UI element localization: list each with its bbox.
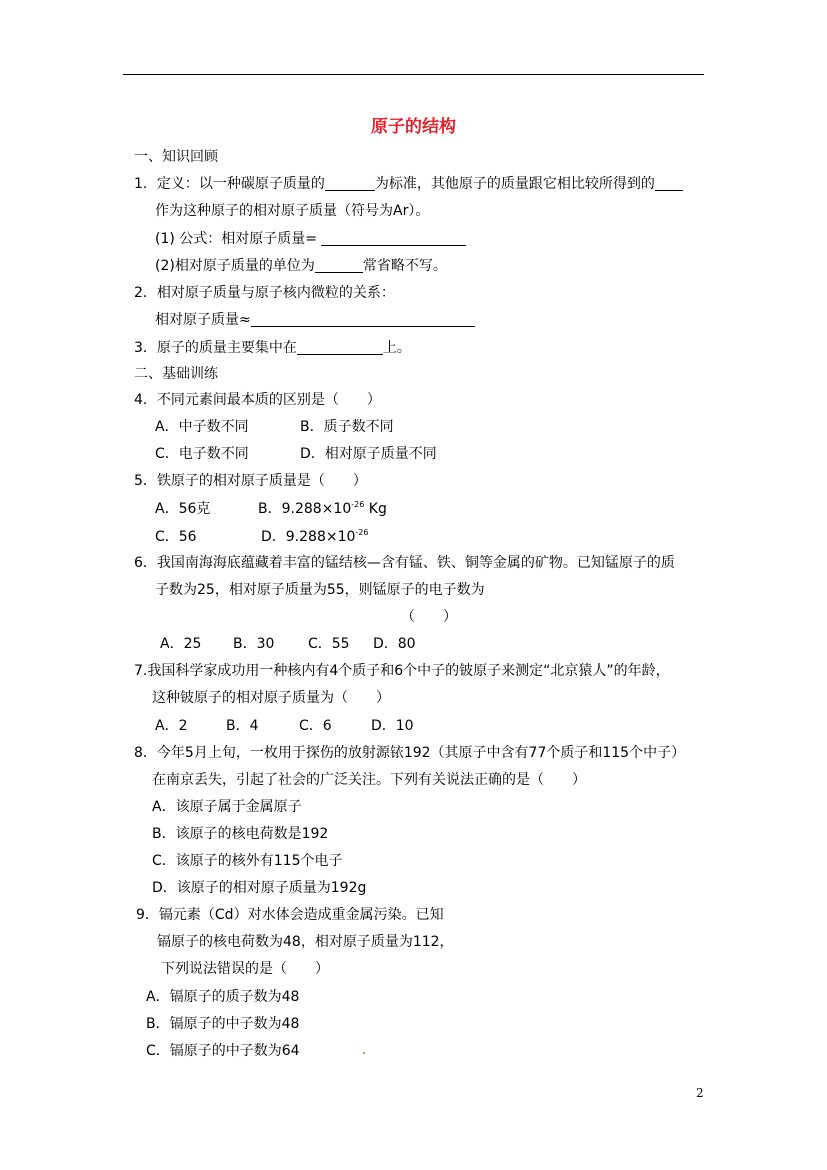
question-8-option-a[interactable]: A．该原子属于金属原子 — [152, 799, 302, 815]
question-6-paren: （ ） — [401, 609, 457, 625]
question-6-line-2: 子数为25，相对原子质量为55，则锰原子的电子数为 — [155, 582, 485, 598]
question-7-option-a[interactable]: A．2 — [155, 718, 188, 734]
question-8-option-c[interactable]: C．该原子的核外有115个电子 — [152, 853, 343, 869]
question-5-option-d[interactable] — [261, 527, 368, 547]
question-5-option-a[interactable]: A．56克 — [155, 501, 211, 517]
question-6-option-c[interactable]: C．55 — [308, 636, 350, 652]
option-d-value: D．9.288×10 — [261, 529, 356, 545]
question-1-text-a: 1．定义：以一种碳原子质量的 — [134, 176, 325, 192]
option-d-exponent: -26 — [355, 528, 369, 537]
header-rule — [123, 74, 704, 75]
section-heading-practice: 二、基础训练 — [134, 366, 218, 382]
question-7-option-b[interactable]: B．4 — [226, 718, 259, 734]
question-4-stem: 4．不同元素间最本质的区别是（ ） — [134, 392, 381, 408]
answer-blank[interactable] — [251, 312, 475, 327]
question-6-line-1: 6．我国南海海底蕴藏着丰富的锰结核—含有锰、铁、铜等金属的矿物。已知锰原子的质 — [134, 555, 675, 571]
question-1-unit — [155, 256, 447, 276]
question-8-line-2: 在南京丢失，引起了社会的广泛关注。下列有关说法正确的是（ ） — [152, 772, 586, 788]
question-4-option-c[interactable]: C．电子数不同 — [155, 446, 249, 462]
question-2-line-1: 2．相对原子质量与原子核内微粒的关系： — [134, 285, 395, 301]
formula-label: (1) 公式：相对原子质量= — [155, 231, 318, 247]
question-8-option-d[interactable]: D．该原子的相对原子质量为192g — [152, 880, 367, 896]
question-5-option-c[interactable]: C．56 — [155, 529, 197, 545]
question-5-option-b[interactable] — [258, 499, 387, 519]
unit-text-a: (2)相对原子质量的单位为 — [155, 258, 315, 274]
question-1-line-1 — [134, 174, 683, 194]
question-9-option-a[interactable]: A．镉原子的质子数为48 — [146, 989, 300, 1005]
answer-blank[interactable] — [325, 176, 375, 191]
stray-dot — [363, 1052, 365, 1054]
question-7-line-1: 7.我国科学家成功用一种核内有4个质子和6个中子的铍原子来测定“北京猿人”的年龄， — [134, 663, 670, 679]
question-9-line-2: 镉原子的核电荷数为48，相对原子质量为112， — [157, 934, 454, 950]
question-4-option-a[interactable]: A．中子数不同 — [155, 419, 249, 435]
option-b-exponent: -26 — [351, 500, 365, 509]
question-6-option-a[interactable]: A．25 — [160, 636, 202, 652]
question-7-option-d[interactable]: D．10 — [371, 718, 414, 734]
question-4-option-d[interactable]: D．相对原子质量不同 — [300, 446, 437, 462]
question-8-line-1: 8．今年5月上旬，一枚用于探伤的放射源铱192（其原子中含有77个质子和115个中子） — [134, 745, 686, 761]
page-number: 2 — [696, 1086, 704, 1100]
question-3-text-b: 上。 — [382, 340, 411, 356]
answer-blank[interactable] — [297, 340, 383, 355]
option-b-value: B．9.288×10 — [258, 501, 352, 517]
question-1-formula — [155, 229, 466, 249]
question-7-line-2: 这种铍原子的相对原子质量为（ ） — [152, 690, 390, 706]
question-9-line-3: 下列说法错误的是（ ） — [161, 961, 329, 977]
question-3-text-a: 3．原子的质量主要集中在 — [134, 340, 297, 356]
question-7-option-c[interactable]: C．6 — [299, 718, 332, 734]
unit-text-b: 常省略不写。 — [362, 258, 447, 274]
question-8-option-b[interactable]: B．该原子的核电荷数是192 — [152, 826, 329, 842]
question-9-option-b[interactable]: B．镉原子的中子数为48 — [146, 1016, 300, 1032]
answer-blank[interactable] — [321, 231, 466, 246]
question-9-line-1: 9．镉元素（Cd）对水体会造成重金属污染。已知 — [136, 907, 444, 923]
question-3 — [134, 338, 411, 358]
answer-blank[interactable] — [315, 258, 363, 273]
question-1-line-2: 作为这种原子的相对原子质量（符号为Ar）。 — [155, 203, 430, 219]
question-6-option-d[interactable]: D．80 — [373, 636, 416, 652]
question-1-text-b: 为标准，其他原子的质量跟它相比较所得到的 — [374, 176, 655, 192]
question-6-option-b[interactable]: B．30 — [233, 636, 275, 652]
relation-label: 相对原子质量≈ — [155, 312, 251, 328]
question-4-option-b[interactable]: B．质子数不同 — [300, 419, 394, 435]
answer-blank[interactable] — [655, 176, 683, 191]
question-5-stem: 5．铁原子的相对原子质量是（ ） — [134, 473, 367, 489]
page-title: 原子的结构 — [371, 117, 456, 137]
option-b-unit: Kg — [364, 501, 387, 517]
question-2-line-2 — [155, 310, 475, 330]
question-9-option-c[interactable]: C．镉原子的中子数为64 — [146, 1043, 300, 1059]
section-heading-review: 一、知识回顾 — [134, 149, 218, 165]
